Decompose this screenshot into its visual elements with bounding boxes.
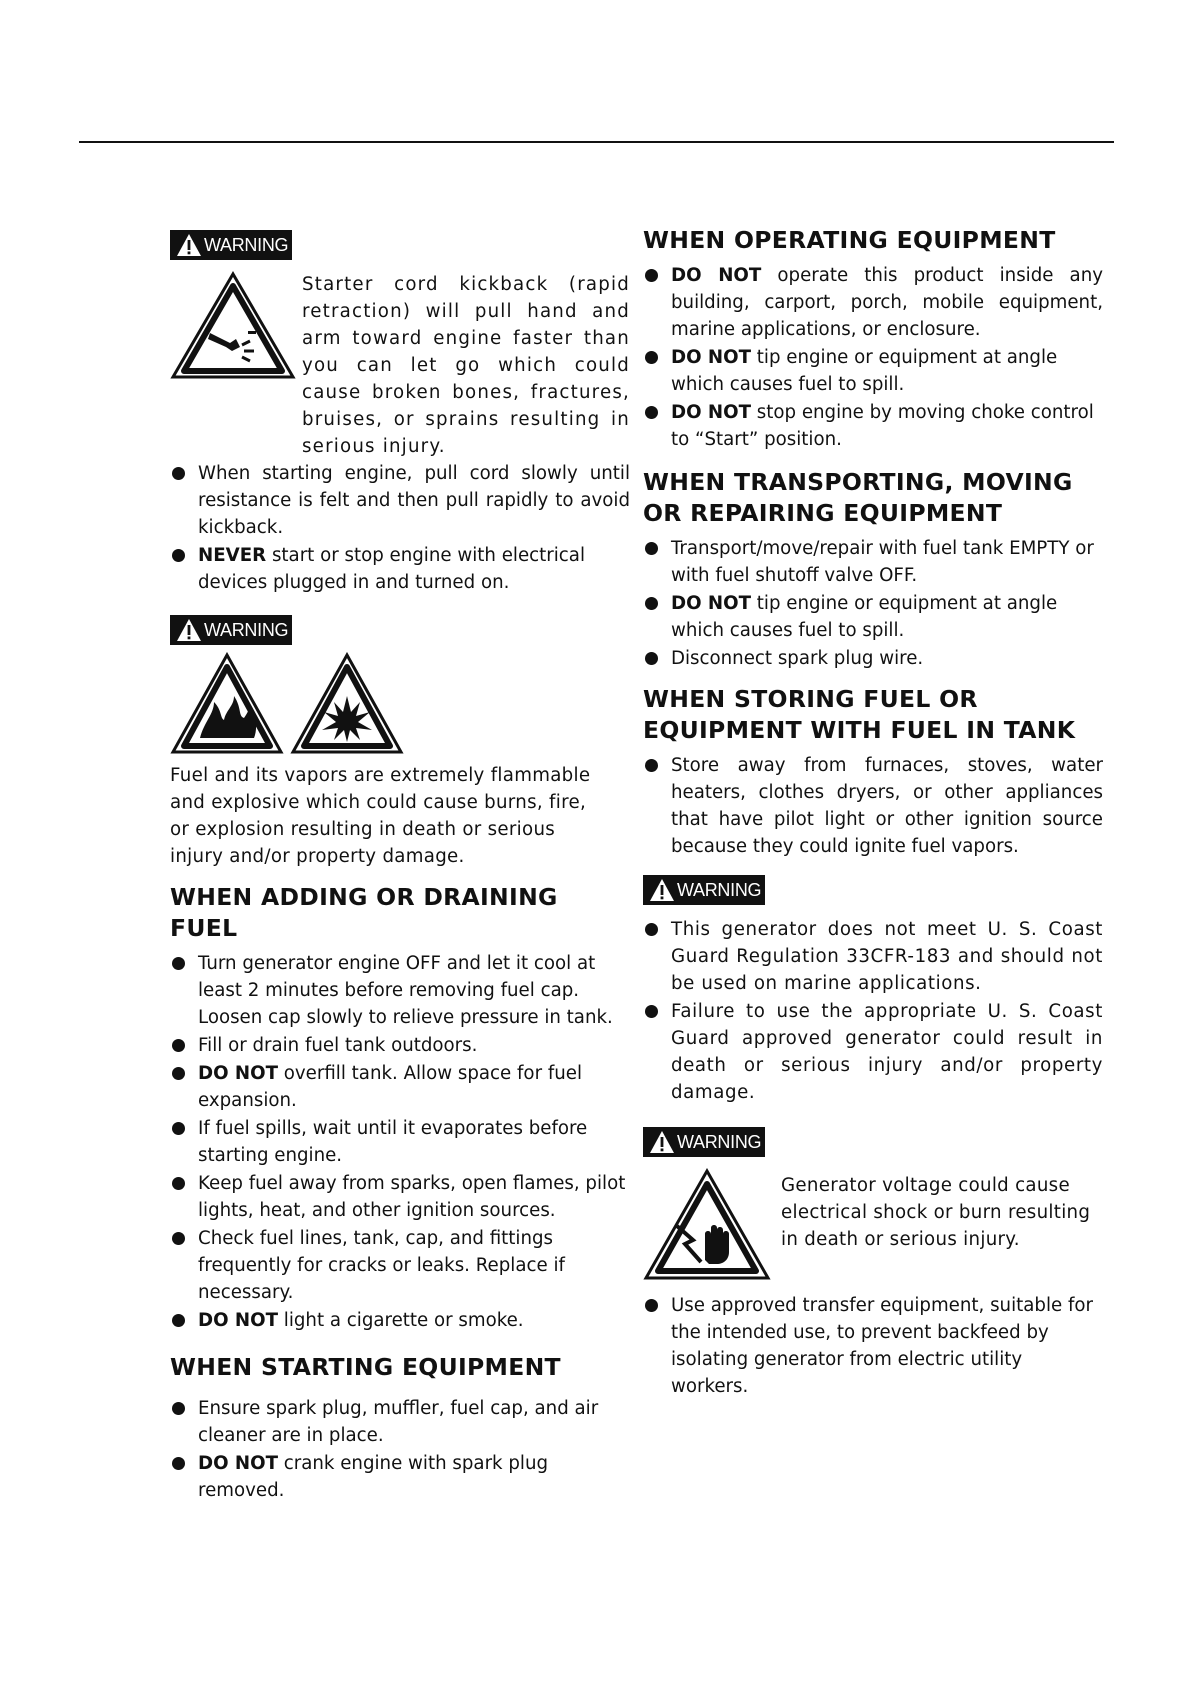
warning-label: WARNING [204,619,289,640]
electric-shock-hazard-icon [643,1168,771,1282]
list-item: DO NOT stop engine by moving choke control to “Start” position. [643,399,1103,453]
explosion-hazard-icon [290,652,404,756]
bullet-icon [172,549,185,562]
starting-heading: WHEN STARTING EQUIPMENT [170,1353,561,1381]
bullet-icon [645,542,658,555]
warning-label: WARNING [204,234,289,255]
top-rule [79,141,1114,143]
right-column [643,225,1103,1401]
list-item: DO NOT light a cigarette or smoke. [170,1307,630,1334]
bullet-icon [172,1402,185,1415]
adding-fuel-bullets [170,950,630,1334]
bullet-icon [172,1457,185,1470]
bullet-icon [645,1299,658,1312]
bullet-icon [645,1005,658,1018]
list-item: Fill or drain fuel tank outdoors. [170,1032,630,1059]
list-item: Keep fuel away from sparks, open flames, pilot lights, heat, and other ignition sources. [170,1170,630,1224]
fuel-text: Fuel and its vapors are extremely flammable and explosive which could cause burns, fire, or explosion resulting in death or serious injury and/or property damage. [170,765,591,867]
warning-badge-fuel [170,615,292,645]
list-item: Use approved transfer equipment, suitable for the intended use, to prevent backfeed by isolating generator from electric utility workers. [643,1292,1103,1400]
list-item: Transport/move/repair with fuel tank EMPTY or with fuel shutoff valve OFF. [643,535,1103,589]
list-item: DO NOT crank engine with spark plug removed. [170,1450,630,1504]
bullet-icon [645,759,658,772]
operating-heading: WHEN OPERATING EQUIPMENT [643,226,1056,254]
list-item: DO NOT overfill tank. Allow space for fuel expansion. [170,1060,630,1114]
transporting-heading: WHEN TRANSPORTING, MOVING OR REPAIRING EQUIPMENT [643,468,1073,527]
starting-bullets [170,1395,630,1504]
kickback-block [170,271,630,460]
list-item: Disconnect spark plug wire. [643,645,1103,672]
list-item: DO NOT operate this product inside any building, carport, porch, mobile equipment, marine applications, or enclosure. [643,262,1103,343]
kickback-hazard-icon [170,271,296,381]
fuel-hazard-icons [170,652,630,756]
bullet-icon [645,923,658,936]
bullet-icon [172,1067,185,1080]
adding-fuel-heading: WHEN ADDING OR DRAINING FUEL [170,883,558,942]
bullet-icon [172,957,185,970]
storing-bullets [643,752,1103,860]
warning-triangle-icon [176,618,202,642]
list-item: Check fuel lines, tank, cap, and fittings frequently for cracks or leaks. Replace if necessary. [170,1225,630,1306]
storing-heading: WHEN STORING FUEL OR EQUIPMENT WITH FUEL IN TANK [643,685,1076,744]
warning-label: WARNING [677,1131,762,1152]
coastguard-bullets [643,916,1103,1106]
warning-badge-coastguard [643,875,765,905]
list-item: When starting engine, pull cord slowly until resistance is felt and then pull rapidly to avoid kickback. [170,460,630,541]
bullet-icon [172,1232,185,1245]
bullet-icon [645,269,658,282]
transporting-bullets [643,535,1103,672]
list-item: Failure to use the appropriate U. S. Coast Guard approved generator could result in death or serious injury and/or property damage. [643,998,1103,1106]
operating-bullets [643,262,1103,453]
bullet-icon [172,1314,185,1327]
warning-triangle-icon [649,878,675,902]
bullet-icon [172,1177,185,1190]
kickback-text: Starter cord kickback (rapid retraction) will pull hand and arm toward engine faster than you can let go which could cause broken bones, fractures, bruises, or sprains resulting in serious injury. [302,274,630,457]
list-item: This generator does not meet U. S. Coast Guard Regulation 33CFR-183 and should not be used on marine applications. [643,916,1103,997]
list-item: Ensure spark plug, muffler, fuel cap, and air cleaner are in place. [170,1395,630,1449]
bullet-icon [645,597,658,610]
list-item: NEVER start or stop engine with electrical devices plugged in and turned on. [170,542,630,596]
bullet-icon [645,652,658,665]
bullet-icon [172,1039,185,1052]
fire-hazard-icon [170,652,284,756]
electric-text: Generator voltage could cause electrical shock or burn resulting in death or serious injury. [781,1175,1091,1250]
list-item: Store away from furnaces, stoves, water heaters, clothes dryers, or other appliances that have pilot light or other ignition source because they could ignite fuel vapors. [643,752,1103,860]
electric-bullets [643,1292,1103,1400]
left-column [170,230,630,1505]
warning-triangle-icon [176,233,202,257]
bullet-icon [172,1122,185,1135]
warning-triangle-icon [649,1130,675,1154]
warning-label: WARNING [677,879,762,900]
warning-badge-electric [643,1127,765,1157]
bullet-icon [645,351,658,364]
kickback-bullets [170,460,630,596]
list-item: DO NOT tip engine or equipment at angle which causes fuel to spill. [643,344,1103,398]
list-item: DO NOT tip engine or equipment at angle which causes fuel to spill. [643,590,1103,644]
warning-badge-kickback [170,230,292,260]
electric-block [643,1168,1103,1282]
list-item: Turn generator engine OFF and let it cool at least 2 minutes before removing fuel cap. Loosen cap slowly to relieve pressure in tank. [170,950,630,1031]
bullet-icon [645,406,658,419]
bullet-icon [172,467,185,480]
list-item: If fuel spills, wait until it evaporates before starting engine. [170,1115,630,1169]
